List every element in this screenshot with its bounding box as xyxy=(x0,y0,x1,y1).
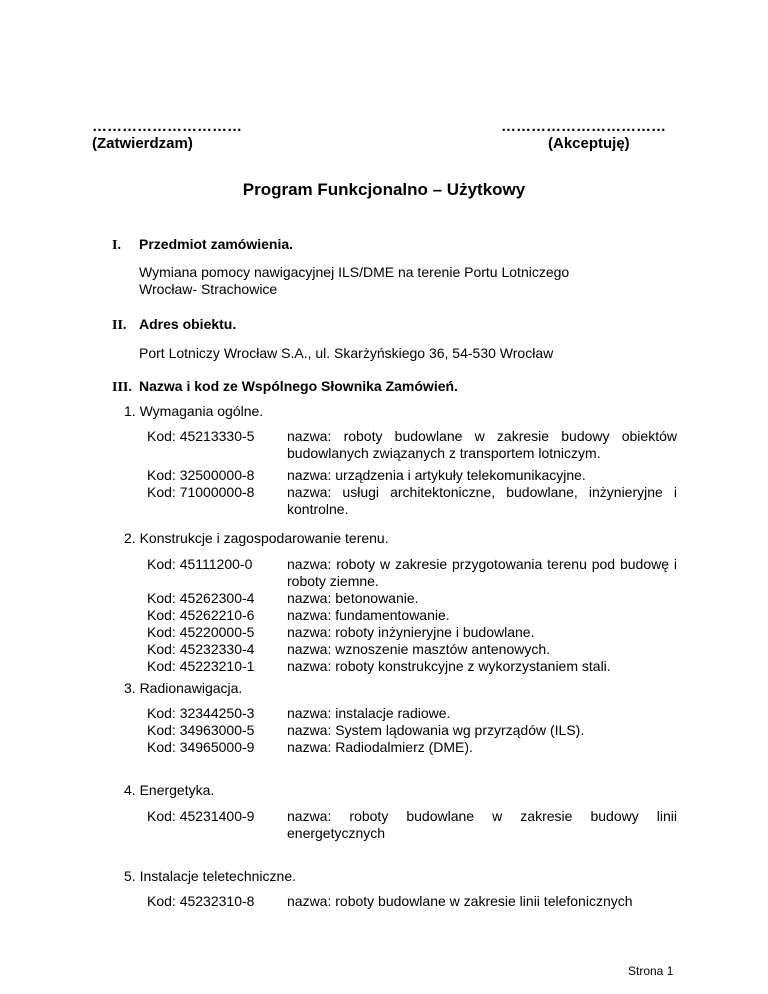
cpv-description: nazwa: usługi architektoniczne, budowlane, inżynieryjne i kontrolne. xyxy=(287,484,677,517)
text-line: Wymiana pomocy nawigacyjnej ILS/DME na terenie Portu Lotniczego xyxy=(139,264,570,280)
cpv-code: Kod: 45232330-4 xyxy=(147,641,255,657)
right-signature-dots: …………………………… xyxy=(501,118,666,135)
section-heading-3 xyxy=(112,377,458,397)
cpv-description: nazwa: roboty budowlane w zakresie budowy obiektów budowlanych związanych z transportem lotniczym. xyxy=(287,428,677,461)
group-label-4: 4. Energetyka. xyxy=(124,782,215,798)
cpv-code: Kod: 32344250-3 xyxy=(147,705,255,721)
section-title: Nazwa i kod ze Wspólnego Słownika Zamówień. xyxy=(139,378,458,394)
cpv-code: Kod: 32500000-8 xyxy=(147,467,255,483)
section-title: Przedmiot zamówienia. xyxy=(139,236,294,252)
cpv-description: nazwa: betonowanie. xyxy=(287,590,419,606)
cpv-code: Kod: 45213330-5 xyxy=(147,428,255,444)
cpv-code: Kod: 45111200-0 xyxy=(147,556,253,572)
page-number: Strona 1 xyxy=(628,964,674,978)
cpv-description: nazwa: roboty w zakresie przygotowania terenu pod budowę i roboty ziemne. xyxy=(287,556,677,589)
left-signature-dots: ………………………… xyxy=(92,118,242,135)
cpv-description: nazwa: roboty inżynieryjne i budowlane. xyxy=(287,624,535,640)
section-1-text xyxy=(139,264,659,298)
cpv-code: Kod: 71000000-8 xyxy=(147,484,255,500)
cpv-description: nazwa: instalacje radiowe. xyxy=(287,705,451,721)
cpv-description: nazwa: roboty konstrukcyjne z wykorzystaniem stali. xyxy=(287,658,611,674)
text-line: Port Lotniczy Wrocław S.A., ul. Skarżyńskiego 36, 54-530 Wrocław xyxy=(139,345,554,361)
group-label-1: 1. Wymagania ogólne. xyxy=(124,403,264,419)
cpv-description: nazwa: System lądowania wg przyrządów (ILS). xyxy=(287,722,585,738)
section-number: I. xyxy=(112,238,121,253)
section-number: III. xyxy=(112,380,132,395)
right-signature-label: (Akceptuję) xyxy=(548,135,630,152)
left-signature-label: (Zatwierdzam) xyxy=(92,135,193,152)
section-title: Adres obiektu. xyxy=(139,316,237,332)
section-number: II. xyxy=(112,318,127,333)
cpv-description: nazwa: urządzenia i artykuły telekomunikacyjne. xyxy=(287,467,586,483)
cpv-code: Kod: 34965000-9 xyxy=(147,739,255,755)
cpv-code: Kod: 45232310-8 xyxy=(147,893,255,909)
cpv-code: Kod: 34963000-5 xyxy=(147,722,255,738)
section-heading-1 xyxy=(112,235,294,255)
cpv-description: nazwa: roboty budowlane w zakresie budowy linii energetycznych xyxy=(287,808,677,841)
group-label-5: 5. Instalacje teletechniczne. xyxy=(124,868,296,884)
text-line: Wrocław- Strachowice xyxy=(139,281,278,297)
cpv-code: Kod: 45220000-5 xyxy=(147,624,255,640)
cpv-code: Kod: 45223210-1 xyxy=(147,658,255,674)
cpv-code: Kod: 45231400-9 xyxy=(147,808,255,824)
cpv-description: nazwa: fundamentowanie. xyxy=(287,607,450,623)
group-label-3: 3. Radionawigacja. xyxy=(124,680,243,696)
document-title: Program Funkcjonalno – Użytkowy xyxy=(242,180,526,199)
cpv-description: nazwa: wznoszenie masztów antenowych. xyxy=(287,641,551,657)
cpv-description: nazwa: roboty budowlane w zakresie linii telefonicznych xyxy=(287,893,633,909)
section-2-text xyxy=(139,345,699,362)
cpv-code: Kod: 45262300-4 xyxy=(147,590,255,606)
group-label-2: 2. Konstrukcje i zagospodarowanie terenu. xyxy=(124,530,389,546)
cpv-description: nazwa: Radiodalmierz (DME). xyxy=(287,739,473,755)
cpv-code: Kod: 45262210-6 xyxy=(147,607,255,623)
section-heading-2 xyxy=(112,315,237,335)
